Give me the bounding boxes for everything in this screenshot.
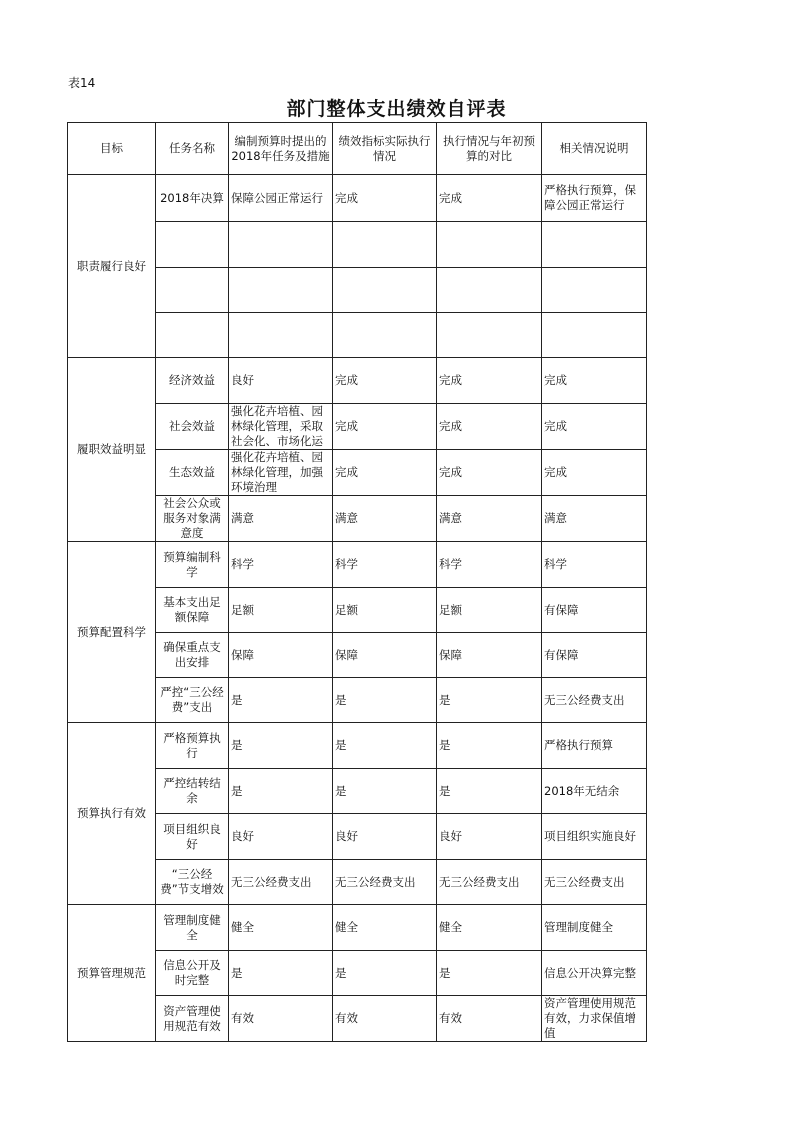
notes-cell <box>542 268 647 313</box>
actual-cell <box>333 723 437 769</box>
task-cell <box>156 814 229 860</box>
goal-cell: 预算管理规范 <box>68 905 156 1042</box>
task-cell <box>156 175 229 222</box>
plan-cell <box>229 996 333 1042</box>
task-cell-text: 生态效益 <box>169 465 215 479</box>
task-cell-text: 严控结转结余 <box>163 776 221 805</box>
plan-cell-text: 是 <box>231 738 243 752</box>
task-cell <box>156 222 229 268</box>
header-task: 任务名称 <box>156 123 229 175</box>
actual-cell-text: 足额 <box>335 602 358 617</box>
performance-self-evaluation-table <box>67 122 647 1042</box>
notes-cell-text: 有保障 <box>544 602 579 617</box>
plan-cell <box>229 905 333 951</box>
notes-cell <box>542 222 647 268</box>
plan-cell <box>229 222 333 268</box>
actual-cell-text: 完成 <box>335 190 358 205</box>
plan-cell <box>229 633 333 678</box>
notes-cell <box>542 175 647 222</box>
notes-cell <box>542 860 647 905</box>
notes-cell-text: 严格执行预算 <box>544 738 613 752</box>
plan-cell-text: 满意 <box>231 511 254 525</box>
compare-cell <box>437 588 542 633</box>
notes-cell <box>542 542 647 588</box>
actual-cell <box>333 268 437 313</box>
compare-cell-text: 科学 <box>439 557 462 571</box>
header-actual: 绩效指标实际执行情况 <box>333 123 437 175</box>
plan-cell-text: 强化花卉培植、园林绿化管理，加强环境治理 <box>231 450 323 494</box>
header-plan: 编制预算时提出的2018年任务及措施 <box>229 123 333 175</box>
task-cell <box>156 769 229 814</box>
compare-cell <box>437 633 542 678</box>
notes-cell <box>542 769 647 814</box>
compare-cell <box>437 175 542 222</box>
plan-cell-text: 科学 <box>231 557 254 571</box>
notes-cell <box>542 496 647 542</box>
plan-cell <box>229 404 333 450</box>
plan-cell <box>229 951 333 996</box>
plan-cell-text: 良好 <box>231 829 254 843</box>
task-cell-text: 资产管理使用规范有效 <box>163 1003 221 1033</box>
notes-cell <box>542 313 647 358</box>
compare-cell <box>437 358 542 404</box>
table-row <box>68 723 647 769</box>
actual-cell <box>333 814 437 860</box>
task-cell <box>156 633 229 678</box>
table-row <box>68 358 647 404</box>
actual-cell-text: 是 <box>335 783 347 798</box>
notes-cell-text: 满意 <box>544 511 567 525</box>
actual-cell-text: 无三公经费支出 <box>335 874 416 889</box>
header-compare: 执行情况与年初预算的对比 <box>437 123 542 175</box>
compare-cell-text: 保障 <box>439 647 462 662</box>
compare-cell-text: 是 <box>439 692 451 707</box>
actual-cell-text: 有效 <box>335 1011 358 1025</box>
compare-cell-text: 是 <box>439 965 451 980</box>
notes-cell <box>542 996 647 1042</box>
goal-cell: 预算执行有效 <box>68 723 156 905</box>
goal-cell: 履职效益明显 <box>68 358 156 542</box>
notes-cell <box>542 678 647 723</box>
task-cell <box>156 905 229 951</box>
notes-cell <box>542 633 647 678</box>
actual-cell <box>333 633 437 678</box>
actual-cell <box>333 496 437 542</box>
compare-cell <box>437 860 542 905</box>
notes-cell-text: 无三公经费支出 <box>544 692 625 707</box>
notes-cell <box>542 450 647 496</box>
task-cell-text: 项目组织良好 <box>163 821 221 851</box>
plan-cell <box>229 450 333 496</box>
actual-cell-text: 健全 <box>335 920 358 934</box>
compare-cell-text: 无三公经费支出 <box>439 874 520 889</box>
task-cell <box>156 951 229 996</box>
header-goal: 目标 <box>68 123 156 175</box>
compare-cell <box>437 723 542 769</box>
plan-cell-text: 是 <box>231 692 243 707</box>
task-cell <box>156 358 229 404</box>
notes-cell-text: 严格执行预算，保障公园正常运行 <box>544 183 636 212</box>
plan-cell-text: 强化花卉培植、园林绿化管理，采取社会化、市场化运 <box>231 404 323 448</box>
table-row <box>68 175 647 222</box>
task-cell <box>156 450 229 496</box>
compare-cell-text: 健全 <box>439 920 462 934</box>
notes-cell <box>542 723 647 769</box>
compare-cell <box>437 268 542 313</box>
notes-cell-text: 有保障 <box>544 647 579 662</box>
plan-cell-text: 足额 <box>231 602 254 617</box>
actual-cell <box>333 860 437 905</box>
compare-cell <box>437 769 542 814</box>
compare-cell <box>437 222 542 268</box>
plan-cell-text: 良好 <box>231 373 254 387</box>
compare-cell-text: 满意 <box>439 511 462 525</box>
plan-cell <box>229 496 333 542</box>
notes-cell-text: 科学 <box>544 557 567 571</box>
compare-cell <box>437 450 542 496</box>
plan-cell <box>229 313 333 358</box>
actual-cell <box>333 313 437 358</box>
actual-cell-text: 满意 <box>335 511 358 525</box>
actual-cell-text: 保障 <box>335 647 358 662</box>
task-cell <box>156 996 229 1042</box>
compare-cell <box>437 905 542 951</box>
notes-cell <box>542 358 647 404</box>
goal-cell: 预算配置科学 <box>68 542 156 723</box>
actual-cell <box>333 358 437 404</box>
task-cell-text: “三公经费”节支增效 <box>160 867 224 896</box>
compare-cell-text: 是 <box>439 738 451 752</box>
compare-cell <box>437 814 542 860</box>
notes-cell <box>542 404 647 450</box>
notes-cell-text: 无三公经费支出 <box>544 874 625 889</box>
plan-cell <box>229 588 333 633</box>
plan-cell <box>229 175 333 222</box>
task-cell <box>156 268 229 313</box>
plan-cell-text: 健全 <box>231 920 254 934</box>
compare-cell-text: 完成 <box>439 373 462 387</box>
plan-cell-text: 是 <box>231 783 243 798</box>
plan-cell-text: 保障 <box>231 647 254 662</box>
actual-cell <box>333 951 437 996</box>
plan-cell <box>229 769 333 814</box>
task-cell-text: 2018年决算 <box>160 190 224 205</box>
plan-cell <box>229 723 333 769</box>
plan-cell <box>229 860 333 905</box>
actual-cell-text: 完成 <box>335 465 358 479</box>
compare-cell-text: 完成 <box>439 190 462 205</box>
notes-cell <box>542 951 647 996</box>
task-cell-text: 基本支出足额保障 <box>163 595 221 624</box>
task-cell <box>156 404 229 450</box>
task-cell <box>156 860 229 905</box>
actual-cell-text: 是 <box>335 965 347 980</box>
actual-cell <box>333 769 437 814</box>
plan-cell <box>229 542 333 588</box>
compare-cell-text: 足额 <box>439 602 462 617</box>
task-cell <box>156 313 229 358</box>
task-cell-text: 管理制度健全 <box>163 912 221 942</box>
actual-cell <box>333 678 437 723</box>
actual-cell-text: 科学 <box>335 557 358 571</box>
task-cell-text: 严控“三公经费”支出 <box>160 685 224 714</box>
page-title: 部门整体支出绩效自评表 <box>286 98 507 120</box>
actual-cell <box>333 404 437 450</box>
task-cell-text: 信息公开及时完整 <box>163 958 221 987</box>
compare-cell-text: 完成 <box>439 419 462 433</box>
compare-cell <box>437 404 542 450</box>
compare-cell <box>437 496 542 542</box>
table-row <box>68 905 647 951</box>
notes-cell <box>542 588 647 633</box>
plan-cell-text: 有效 <box>231 1011 254 1025</box>
compare-cell <box>437 542 542 588</box>
notes-cell-text: 管理制度健全 <box>544 920 613 934</box>
actual-cell-text: 是 <box>335 738 347 752</box>
compare-cell-text: 良好 <box>439 829 462 843</box>
task-cell <box>156 542 229 588</box>
notes-cell-text: 信息公开决算完整 <box>544 965 636 980</box>
compare-cell <box>437 678 542 723</box>
header-notes: 相关情况说明 <box>542 123 647 175</box>
goal-cell: 职责履行良好 <box>68 175 156 358</box>
actual-cell <box>333 542 437 588</box>
compare-cell-text: 完成 <box>439 465 462 479</box>
actual-cell-text: 良好 <box>335 829 358 843</box>
notes-cell-text: 资产管理使用规范有效，力求保值增值 <box>544 996 636 1040</box>
plan-cell <box>229 814 333 860</box>
plan-cell <box>229 678 333 723</box>
notes-cell-text: 完成 <box>544 465 567 479</box>
compare-cell-text: 是 <box>439 783 451 798</box>
plan-cell-text: 是 <box>231 965 243 980</box>
task-cell <box>156 496 229 542</box>
notes-cell <box>542 814 647 860</box>
actual-cell <box>333 222 437 268</box>
task-cell <box>156 588 229 633</box>
actual-cell <box>333 996 437 1042</box>
notes-cell-text: 完成 <box>544 419 567 433</box>
header-row <box>68 123 647 175</box>
task-cell-text: 社会效益 <box>169 419 215 433</box>
notes-cell-text: 完成 <box>544 373 567 387</box>
actual-cell <box>333 588 437 633</box>
task-cell-text: 严格预算执行 <box>163 730 221 760</box>
compare-cell <box>437 313 542 358</box>
task-cell-text: 社会公众或服务对象满意度 <box>163 496 221 540</box>
actual-cell-text: 完成 <box>335 419 358 433</box>
task-cell <box>156 723 229 769</box>
plan-cell-text: 无三公经费支出 <box>231 874 312 889</box>
notes-cell <box>542 905 647 951</box>
compare-cell <box>437 951 542 996</box>
task-cell <box>156 678 229 723</box>
table-row <box>68 542 647 588</box>
task-cell-text: 确保重点支出安排 <box>163 640 221 669</box>
actual-cell <box>333 450 437 496</box>
compare-cell <box>437 996 542 1042</box>
actual-cell-text: 完成 <box>335 373 358 387</box>
task-cell-text: 预算编制科学 <box>163 549 221 579</box>
notes-cell-text: 项目组织实施良好 <box>544 829 636 843</box>
notes-cell-text: 2018年无结余 <box>544 783 620 798</box>
actual-cell <box>333 905 437 951</box>
plan-cell <box>229 268 333 313</box>
actual-cell <box>333 175 437 222</box>
task-cell-text: 经济效益 <box>169 373 215 387</box>
compare-cell-text: 有效 <box>439 1011 462 1025</box>
plan-cell-text: 保障公园正常运行 <box>231 190 323 205</box>
table-number-label: 表14 <box>68 76 96 90</box>
actual-cell-text: 是 <box>335 692 347 707</box>
plan-cell <box>229 358 333 404</box>
